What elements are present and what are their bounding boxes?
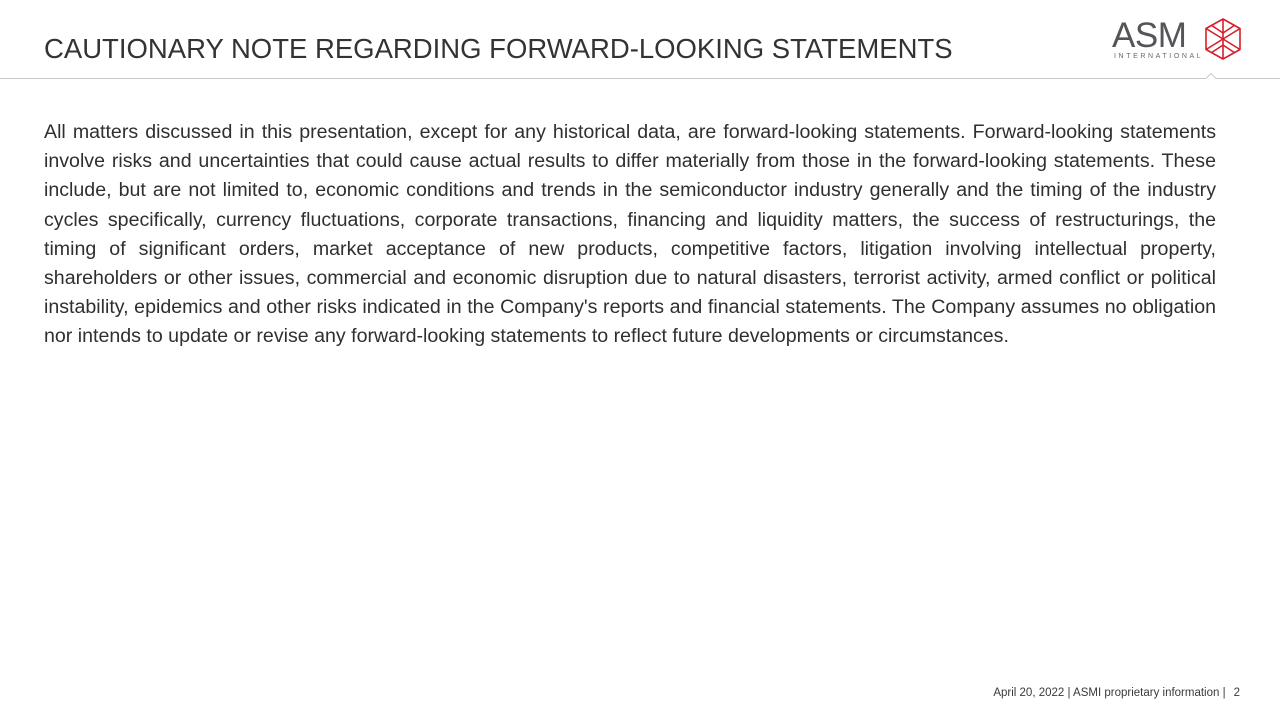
slide-title: CAUTIONARY NOTE REGARDING FORWARD-LOOKING STATEMENTS <box>44 33 953 64</box>
header-divider-notch <box>1196 73 1280 83</box>
logo-subtitle: INTERNATIONAL <box>1114 53 1204 60</box>
footer-info: April 20, 2022 | ASMI proprietary information | <box>993 687 1226 699</box>
footer <box>993 687 1240 699</box>
page-number: 2 <box>1233 687 1240 699</box>
disclaimer-paragraph: All matters discussed in this presentation, except for any historical data, are forward-looking statements. Forward-looking statements involve risks and uncertainties that could cause actual results to differ materially from those in the forward-looking statements. These include, but are not limited to, economic conditions and trends in the semiconductor industry generally and the timing of the industry cycles specifically, currency fluctuations, corporate transactions, financing and liquidity matters, the success of restructurings, the timing of significant orders, market acceptance of new products, competitive factors, litigation involving intellectual property, shareholders or other issues, commercial and economic disruption due to natural disasters, terrorist activity, armed conflict or political instability, epidemics and other risks indicated in the Company's reports and financial statements. The Company assumes no obligation nor intends to update or revise any forward-looking statements to reflect future developments or circumstances. <box>44 121 1216 348</box>
company-logo <box>1112 16 1246 68</box>
asm-crystal-logo-icon <box>1203 17 1243 61</box>
header-divider <box>0 78 1196 79</box>
logo-wordmark: ASM <box>1112 16 1187 55</box>
